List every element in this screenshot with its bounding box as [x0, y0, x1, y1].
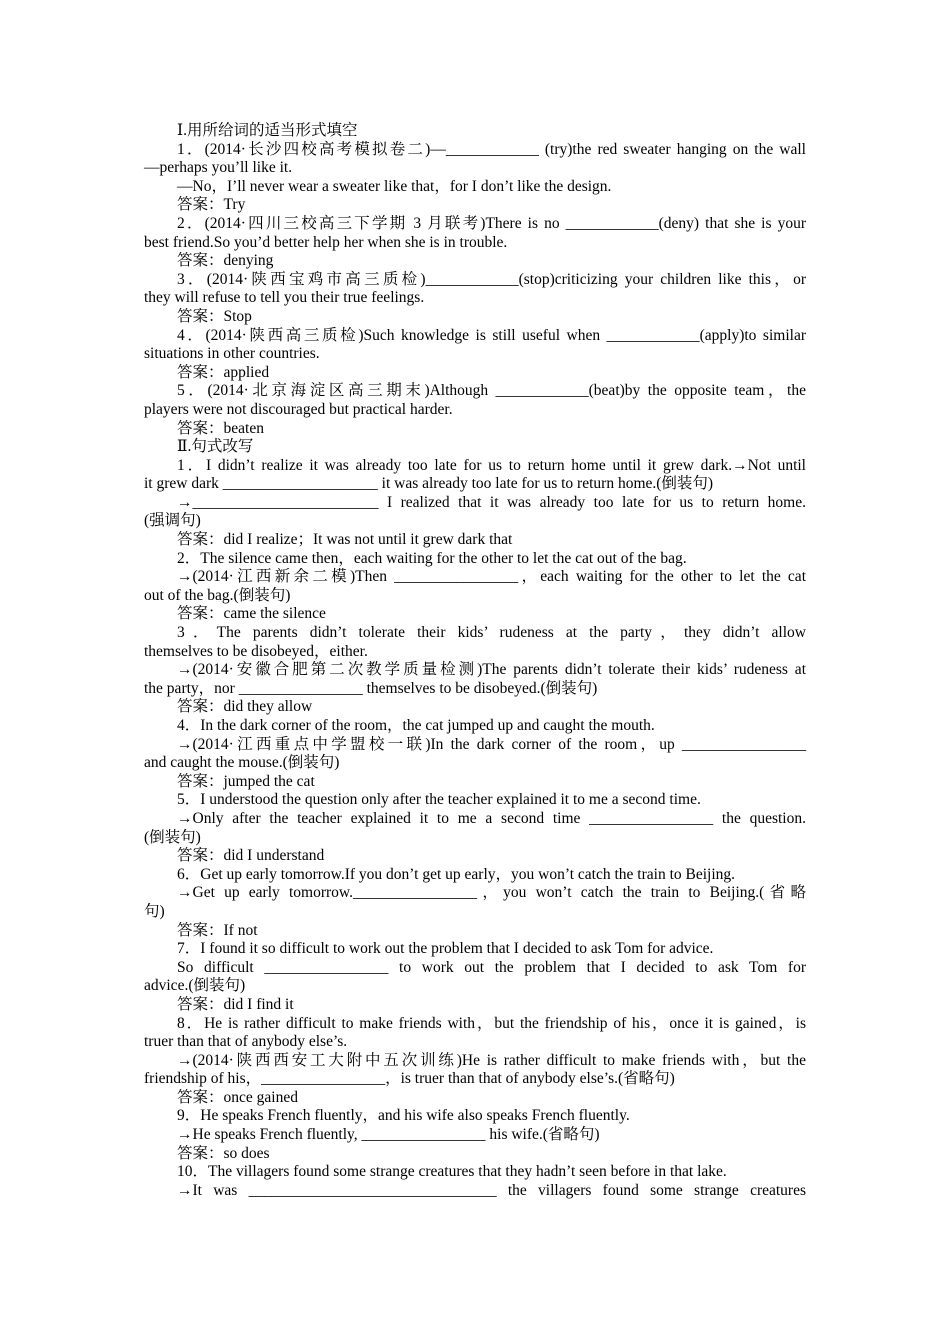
- text-line: 答案：once gained: [177, 1088, 298, 1106]
- text-line: 10．The villagers found some strange creatures that they hadn’t seen before in that lake.: [177, 1163, 727, 1181]
- text-line: 2．(2014·四川三校高三下学期 3 月联考)There is no ____________(deny) that she is your: [177, 214, 806, 232]
- text-line: the party，nor ________________ themselves to be disobeyed.(倒装句): [144, 679, 598, 697]
- text-line: 答案：came the silence: [177, 605, 326, 623]
- text-line: →(2014·陕西西安工大附中五次训练)He is rather difficult to make friends with，but the: [177, 1051, 806, 1069]
- text-line: 2．The silence came then，each waiting for the other to let the cat out of the bag.: [177, 549, 687, 567]
- text-line: →He speaks French fluently, ________________ his wife.(省略句): [177, 1126, 600, 1144]
- text-line: 答案：If not: [177, 921, 258, 939]
- text-line: (强调句): [144, 512, 201, 530]
- text-line: best friend.So you’d better help her when she is in trouble.: [144, 233, 508, 251]
- text-line: Ⅱ.句式改写: [177, 438, 254, 456]
- text-line: out of the bag.(倒装句): [144, 586, 291, 604]
- text-line: 答案：jumped the cat: [177, 772, 315, 790]
- text-line: themselves to be disobeyed，either.: [144, 642, 368, 660]
- text-line: 5．I understood the question only after the teacher explained it to me a second time.: [177, 791, 701, 809]
- text-line: 8．He is rather difficult to make friends with，but the friendship of his，once it is gained，is: [177, 1014, 806, 1032]
- text-line: advice.(倒装句): [144, 977, 246, 995]
- text-line: →Only after the teacher explained it to me a second time ________________ the question.: [177, 809, 806, 827]
- text-line: 3．(2014·陕西宝鸡市高三质检)____________(stop)criticizing your children like this，or: [177, 270, 806, 288]
- text-line: →It was ________________________________ the villagers found some strange creatures: [177, 1181, 806, 1199]
- text-line: it grew dark ____________________ it was already too late for us to return home.(倒装句): [144, 475, 714, 493]
- text-line: So difficult ________________ to work out the problem that I decided to ask Tom for: [177, 958, 806, 976]
- text-line: 答案：so does: [177, 1144, 270, 1162]
- text-line: 答案：applied: [177, 363, 270, 381]
- text-line: 答案：did I realize；It was not until it grew dark that: [177, 531, 513, 549]
- text-line: and caught the mouse.(倒装句): [144, 754, 340, 772]
- text-line: 答案：denying: [177, 252, 274, 270]
- text-line: 句): [144, 902, 165, 920]
- text-line: 9．He speaks French fluently，and his wife also speaks French fluently.: [177, 1107, 630, 1125]
- text-line: 7．I found it so difficult to work out the problem that I decided to ask Tom for advice.: [177, 940, 714, 958]
- text-line: —perhaps you’ll like it.: [144, 159, 293, 177]
- text-line: →________________________ I realized that it was already too late for us to return home.: [177, 493, 806, 511]
- text-line: they will refuse to tell you their true feelings.: [144, 289, 425, 307]
- text-line: 答案：beaten: [177, 419, 264, 437]
- text-line: 答案：Stop: [177, 307, 252, 325]
- text-line: 5．(2014·北京海淀区高三期末)Although ____________(beat)by the opposite team，the: [177, 382, 806, 400]
- text-line: truer than that of anybody else’s.: [144, 1033, 348, 1051]
- text-line: 答案：did I find it: [177, 995, 294, 1013]
- text-line: players were not discouraged but practical harder.: [144, 400, 453, 418]
- text-line: 4．(2014·陕西高三质检)Such knowledge is still useful when ____________(apply)to similar: [177, 326, 806, 344]
- text-line: (倒装句): [144, 828, 201, 846]
- text-line: 1．I didn’t realize it was already too late for us to return home until it grew dark.→Not until: [177, 456, 806, 474]
- document-body: [144, 122, 806, 1200]
- text-line: 答案：did I understand: [177, 847, 325, 865]
- text-line: 答案：Try: [177, 196, 246, 214]
- text-line: →(2014·江西重点中学盟校一联)In the dark corner of the room，up ________________: [177, 735, 806, 753]
- text-line: 答案：did they allow: [177, 698, 313, 716]
- text-line: 6．Get up early tomorrow.If you don’t get up early，you won’t catch the train to Beijing.: [177, 865, 736, 883]
- text-line: 3．The parents didn’t tolerate their kids’ rudeness at the party，they didn’t allow: [177, 624, 806, 642]
- text-line: Ⅰ.用所给词的适当形式填空: [177, 122, 358, 139]
- text-line: →(2014·江西新余二模)Then ________________，each waiting for the other to let the cat: [177, 568, 806, 586]
- text-line: —No，I’ll never wear a sweater like that，for I don’t like the design.: [177, 177, 612, 195]
- text-line: 1．(2014·长沙四校高考模拟卷二)—____________ (try)the red sweater hanging on the wall: [177, 140, 806, 158]
- text-line: 4．In the dark corner of the room，the cat jumped up and caught the mouth.: [177, 717, 655, 734]
- text-line: situations in other countries.: [144, 345, 320, 363]
- text-line: friendship of his，________________，is truer than that of anybody else’s.(省略句): [144, 1070, 675, 1088]
- text-line: →(2014·安徽合肥第二次教学质量检测)The parents didn’t tolerate their kids’ rudeness at: [177, 661, 806, 679]
- text-line: →Get up early tomorrow.________________，you won’t catch the train to Beijing.(省略: [177, 884, 806, 902]
